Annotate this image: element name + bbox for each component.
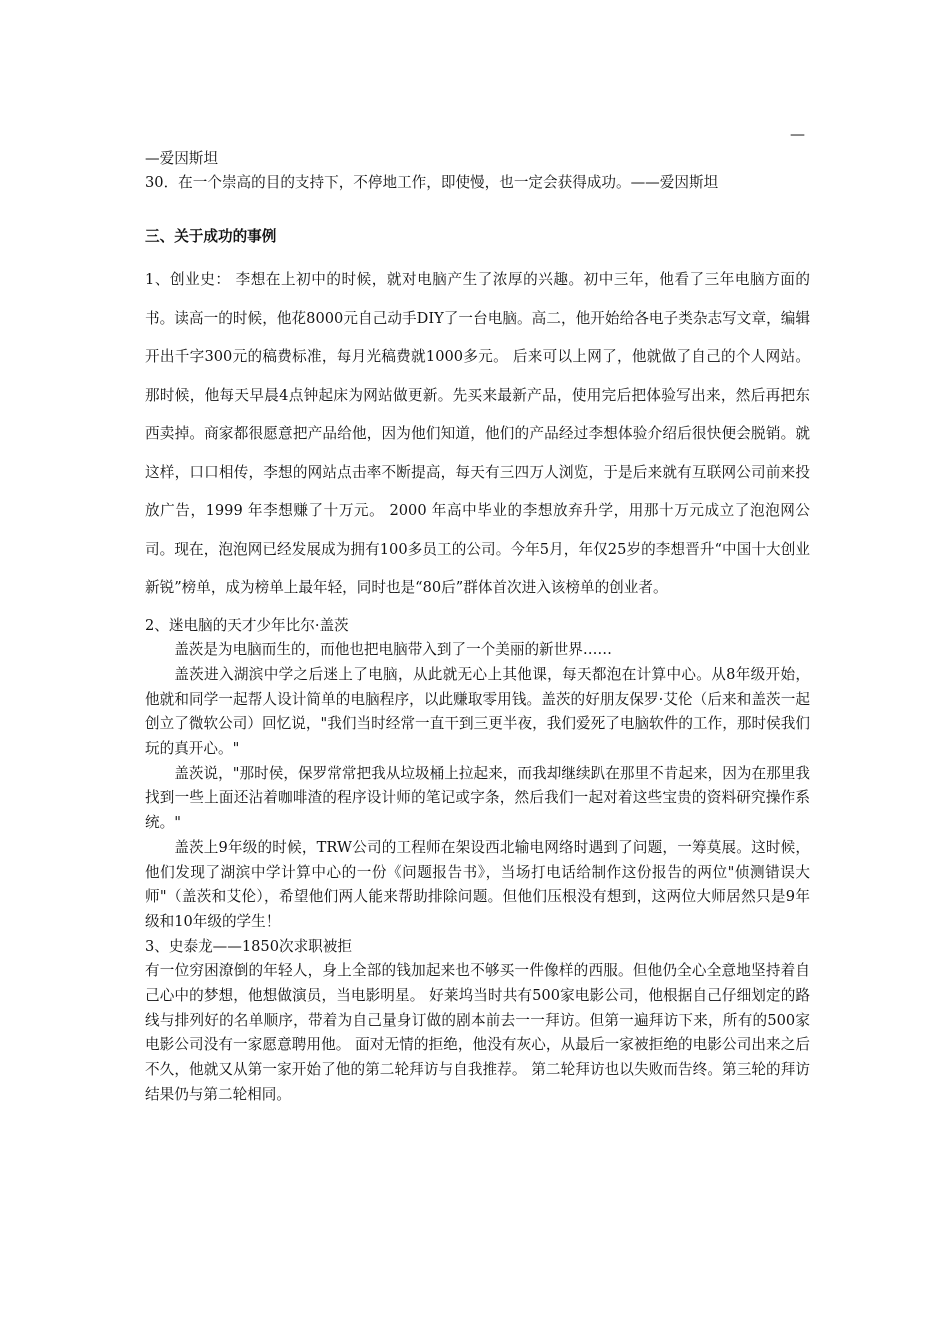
case-2-paragraph-1: 盖茨是为电脑而生的，而他也把电脑带入到了一个美丽的新世界…… — [174, 641, 613, 659]
quote-attribution: —爱因斯坦 — [145, 150, 218, 167]
case-2-paragraph-2: 盖茨进入湖滨中学之后迷上了电脑，从此就无心上其他课，每天都泡在计算中心。从8年级开始，他就和同学一起帮人设计简单的电脑程序，以此赚取零用钱。盖茨的好朋友保罗·艾伦（后来和盖茨一起创立了微软公司）回忆说，"我们当时经常一直干到三更半夜，我们爱死了电脑软件的工作，那时侯我们玩的真开心。" — [145, 665, 810, 758]
case-1-text: 1、创业史： 李想在上初中的时候，就对电脑产生了浓厚的兴趣。初中三年，他看了三年电脑方面的书。读高一的时候，他花8000元自己动手DIY了一台电脑。高二，他开始给各电子类杂志写文章，编辑开出千字300元的稿费标准，每月光稿费就1000多元。 后来可以上网了，他就做了自己的个人网站。那时候，他每天早晨4点钟起床为网站做更新。先买来最新产品，使用完后把体验写出来，然后再把东西卖掉。商家都很愿意把产品给他，因为他们知道，他们的产品经过李想体验介绍后很快便会脱销。就这样，口口相传，李想的网站点击率不断提高，每天有三四万人浏览，于是后来就有互联网公司前来投放广告，1999 年李想赚了十万元。 2000 年高中毕业的李想放弃升学，用那十万元成立了泡泡网公司。现在，泡泡网已经发展成为拥有100多员工的公司。今年5月，年仅25岁的李想晋升“中国十大创业新锐”榜单，成为榜单上最年轻，同时也是“80后”群体首次进入该榜单的创业者。 — [145, 271, 810, 596]
case-2-paragraph-4: 盖茨上9年级的时候，TRW公司的工程师在架设西北输电网络时遇到了问题，一筹莫展。这时候，他们发现了湖滨中学计算中心的一份《问题报告书》，当场打电话给制作这份报告的两位"侦测错误大师"（盖茨和艾伦），希望他们两人能来帮助排除问题。但他们压根没有想到，这两位大师居然只是9年级和10年级的学生！ — [145, 838, 810, 930]
case-3-title: 3、史泰龙——1850次求职被拒 — [145, 937, 352, 955]
section-heading: 三、关于成功的事例 — [145, 228, 277, 245]
quote-dash: — — [790, 125, 805, 143]
case-3-paragraph-1: 有一位穷困潦倒的年轻人，身上全部的钱加起来也不够买一件像样的西服。但他仍全心全意地坚持着自己心中的梦想，他想做演员，当电影明星。 好莱坞当时共有500家电影公司，他根据自己仔细划定的路线与排列好的名单顺序，带着为自己量身订做的剧本前去一一拜访。但第一遍拜访下来，所有的500家电影公司没有一家愿意聘用他。 面对无情的拒绝，他没有灰心，从最后一家被拒绝的电影公司出来之后不久，他就又从第一家开始了他的第二轮拜访与自我推荐。 第二轮拜访也以失败而告终。第三轮的拜访结果仍与第二轮相同。 — [145, 962, 810, 1103]
case-2 — [145, 614, 810, 935]
case-1 — [145, 261, 810, 608]
document-content — [145, 147, 810, 1108]
case-2-paragraph-3: 盖茨说，"那时侯，保罗常常把我从垃圾桶上拉起来，而我却继续趴在那里不肯起来，因为在那里我找到一些上面还沾着咖啡渣的程序设计师的笔记或字条，然后我们一起对着这些宝贵的资料研究操作系统。" — [145, 764, 810, 832]
case-2-title: 2、迷电脑的天才少年比尔·盖茨 — [145, 616, 349, 634]
quote-30: 30．在一个崇高的目的支持下，不停地工作，即使慢，也一定会获得成功。——爱因斯坦 — [145, 174, 719, 191]
case-3 — [145, 935, 810, 1108]
